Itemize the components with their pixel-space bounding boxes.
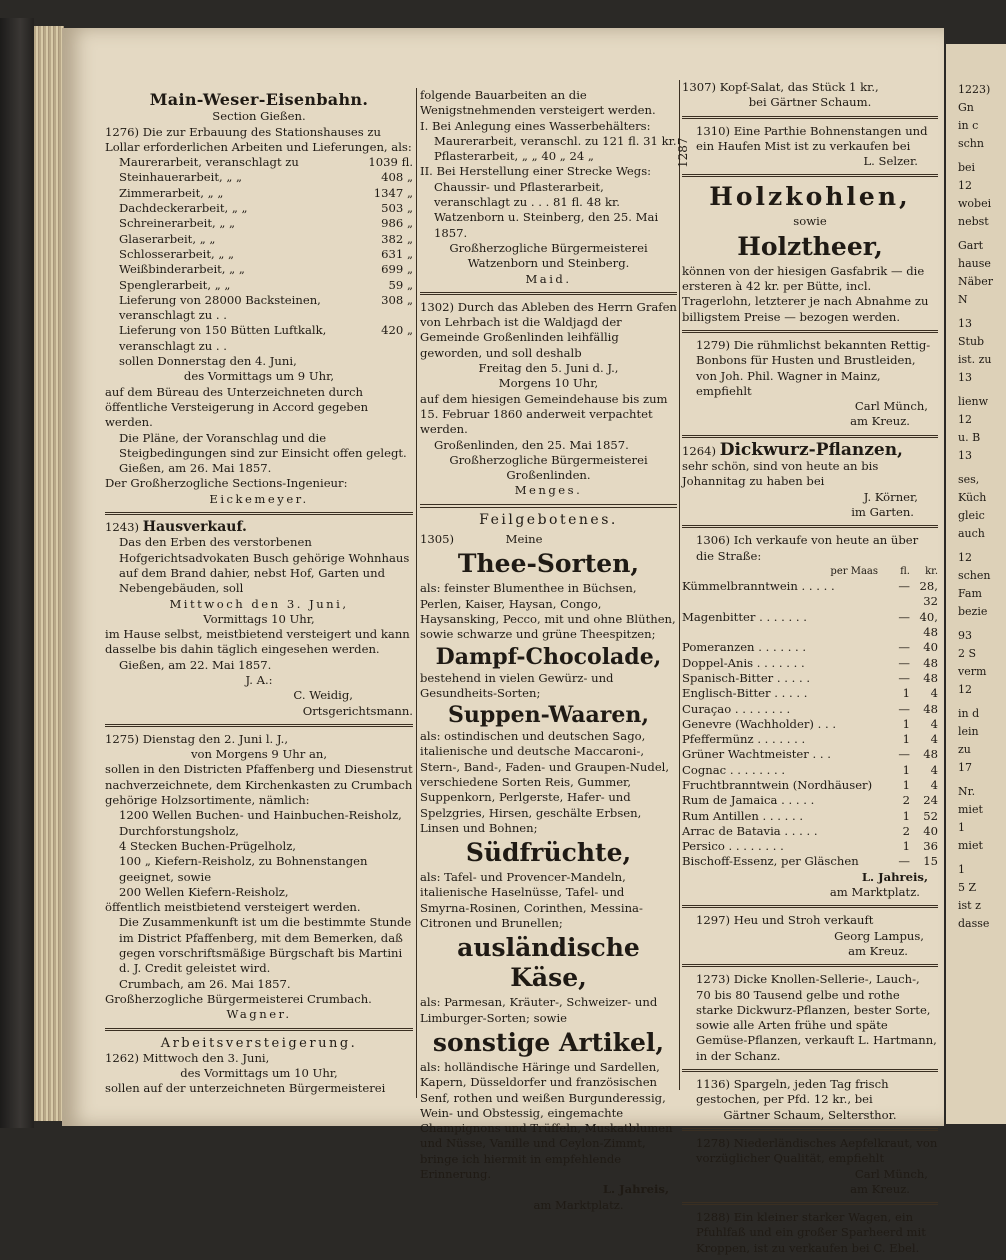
ad-railway [105,92,413,507]
wood-item: 1200 Wellen Buchen- und Hainbuchen-Reisholz, Durchforstungsholz, [119,808,402,838]
ad-number: 1243) [105,520,140,535]
product-heading: Holzkohlen, [709,182,911,212]
ad-body: 1307) Kopf-Salat, das Stück 1 kr., [682,80,879,94]
price-row: Pomeranzen . . . . . . . — 40 [682,640,938,655]
divider [420,292,677,295]
cost-row: Spenglerarbeit, „ „ 59 „ [119,277,413,292]
price-row: Bischoff-Essenz, per Gläschen — 15 [682,854,938,869]
fragment-line: 17 [958,761,972,774]
ad-body: können von der hiesigen Gasfabrik — die ersteren à 42 kr. per Bütte, incl. Tragerlohn, letzterer je nach Abnahme zu billigstem Preise — bezogen werden. [682,263,929,324]
wood-item: 200 Wellen Kiefern-Reisholz, [119,884,289,899]
fragment-line: in c [958,119,979,132]
ad-body: I. Bei Anlegung eines Wasserbehälters: [420,118,651,133]
ad-date: Crumbach, am 26. Mai 1857. [119,976,291,991]
ad-body: folgende Bauarbeiten an die Wenigstnehmenden versteigert werden. [420,88,656,118]
fragment-line: Gart [958,239,984,252]
ad-date: Großenlinden, den 25. Mai 1857. [434,437,629,452]
divider [682,964,938,967]
ad-intro: 1306) Ich verkaufe von heute an über die Straße: [696,533,919,563]
fragment-line: Küch [958,491,987,504]
ad-body: Pflasterarbeit, „ „ 40 „ 24 „ [434,149,594,164]
ad-apple-butter [682,1136,938,1197]
fragment-line: N [958,293,968,306]
ad-dickwurz [682,439,938,520]
fragment-line: bezie [958,605,988,618]
cost-row: Maurerarbeit, veranschlagt zu 1039 fl. [119,155,413,170]
product-desc: als: ostindischen und deutschen Sago, italienische und deutsche Maccaroni-, Stern-, Band-, Faden- und Graupen-Nudel, verschiedene Sorten Reis, Gummer, Suppenkorn, Perlgerste, Hafer- und Spelzgries, Hirsen, geschälte Erbsen, Linsen und Bohnen; [420,729,670,835]
ad-signature: Carl Münch, [854,399,928,414]
ad-charcoal [682,182,938,324]
fragment-line: 12 [958,179,972,192]
ad-body: II. Bei Herstellung einer Strecke Wegs: [420,164,652,179]
ad-spirits-pricelist [682,533,938,900]
fragment-line: Nr. [958,785,976,798]
ad-body: Chaussir- und Pflasterarbeit, [434,179,604,194]
ad-number: 1305) [420,532,455,547]
ad-title: Dickwurz-Pflanzen, [719,439,903,460]
price-row: Rum Antillen . . . . . . 1 52 [682,808,938,823]
cost-row: Weißbinderarbeit, „ „ 699 „ [119,262,413,277]
ad-signature: Wagner. [226,1007,292,1022]
ad-body: Mittwoch den 3. Juni, [169,596,349,611]
fragment-line: 12 [958,413,972,426]
section-heading: Feilgebotenes. [479,511,618,528]
fragment-line: schn [958,137,984,150]
fragment-line: lein [958,725,979,738]
price-row: Spanisch-Bitter . . . . . — 48 [682,670,938,685]
ad-date: Gießen, am 22. Mai 1857. [119,657,272,672]
ad-celery [682,972,938,1064]
price-row: Cognac . . . . . . . . 1 4 [682,762,938,777]
wood-item: 100 „ Kiefern-Reisholz, zu Bohnenstangen geeignet, sowie [119,854,368,884]
ad-signature: am Marktplatz. [829,885,920,900]
ad-body: des Vormittags um 10 Uhr, [180,1066,338,1081]
column-2 [420,88,677,1217]
ad-body: sowie [793,214,827,229]
price-row: Persico . . . . . . . . 1 36 [682,839,938,854]
product-desc: bestehend in vielen Gewürz- und Gesundheits-Sorten; [420,670,614,700]
ad-signature: Großherzogliche Bürgermeisterei Watzenborn und Steinberg. [449,240,648,271]
adjacent-page-fragments [958,82,1002,940]
ad-beanpoles [682,124,938,170]
ad-wood-auction [105,732,413,1023]
divider [105,512,413,515]
ad-body: 1279) Die rühmlichst bekannten Rettig-Bonbons für Husten und Brustleiden, von Joh. Phil. Wagner in Mainz, empfiehlt [696,337,931,398]
ad-subtitle: Section Gießen. [212,109,306,124]
fragment-line: schen [958,569,991,582]
fragment-line: ist. zu [958,353,992,366]
ad-body: 1273) Dicke Knollen-Sellerie-, Lauch-, 70 bis 80 Tausend gelbe und rothe starke Dickwurz-Pflanzen, bester Sorte, sowie alle Arten frühe und späte Gemüse-Pflanzen, verkauft L. Hartmann, in der Schanz. [696,972,937,1063]
price-row: Kümmelbranntwein . . . . . — 28, 32 [682,579,938,609]
ad-body: 1288) Ein kleiner starker Wagen, ein Pfuhlfaß und ein großer Sparheerd mit Kroppen, ist zu verkaufen bei C. Ebel. [696,1210,926,1255]
page-edges [34,26,64,1121]
product-desc: als: feinster Blumenthee in Büchsen, Perlen, Kaiser, Haysan, Congo, Haysansking, Pecco, mit und ohne Blüthen, sowie schwarze und grüne Theespitzen; [420,581,676,642]
cost-row: Zimmerarbeit, „ „ 1347 „ [119,185,413,200]
ad-body: 1297) Heu und Stroh verkauft [696,913,874,928]
divider [105,1028,413,1031]
ad-wagon [682,1210,938,1256]
ad-signature: Ortsgerichtsmann. [302,703,413,718]
fragment-line: 5 Z [958,881,977,894]
cost-row: Dachdeckerarbeit, „ „ 503 „ [119,201,413,216]
ad-body: im Hause selbst, meistbietend versteigert und kann dasselbe bis dahin täglich eingesehen werden. [105,627,410,657]
cost-row: Schlosserarbeit, „ „ 631 „ [119,246,413,261]
ad-signature: bei Gärtner Schaum. [748,95,872,110]
fragment-line: 13 [958,371,972,384]
product-desc: als: Parmesan, Kräuter-, Schweizer- und Limburger-Sorten; sowie [420,995,658,1025]
fragment-line: 13 [958,317,972,330]
ad-lettuce [682,80,938,111]
price-row: Arrac de Batavia . . . . . 2 40 [682,823,938,838]
fragment-line: 2 S [958,647,977,660]
divider [682,1069,938,1072]
ad-body: 1262) Mittwoch den 3. Juni, [105,1050,270,1065]
ad-signature: am Marktplatz. [533,1197,624,1212]
ad-asparagus [682,1077,938,1123]
fragment-line: auch [958,527,985,540]
ad-body: auf dem Büreau des Unterzeichneten durch öffentliche Versteigerung in Accord gegeben werden. [105,384,369,430]
price-row: Rum de Jamaica . . . . . 2 24 [682,793,938,808]
fragment-line: Stub [958,335,985,348]
fragment-line: lienw [958,395,989,408]
ad-house-sale [105,520,413,719]
ad-number: 1264) [682,443,717,458]
ad-signature: am Kreuz. [850,1181,910,1196]
price-row: Magenbitter . . . . . . . — 40, 48 [682,609,938,640]
ad-body: des Vormittags um 9 Uhr, [183,369,335,384]
ad-intro: 1276) Die zur Erbauung des Stationshauses zu Lollar erforderlichen Arbeiten und Lieferungen, als: [105,124,412,154]
price-row: Doppel-Anis . . . . . . . — 48 [682,655,938,670]
cost-row: Steinhauerarbeit, „ „ 408 „ [119,170,413,185]
ad-body: Die Zusammenkunft ist um die bestimmte Stunde im District Pfaffenberg, mit dem Bemerken, daß gegen vorschriftsmäßige Bürgschaft bis Martini d. J. Credit geleistet wird. [119,915,412,976]
divider [105,724,413,727]
ad-signature: J. Körner, [863,489,918,504]
divider [682,525,938,528]
ad-jahreis-goods [420,513,677,1213]
price-row: Pfeffermünz . . . . . . . 1 4 [682,732,938,747]
ad-title: Main-Weser-Eisenbahn. [149,90,369,109]
wood-item: 4 Stecken Buchen-Prügelholz, [119,838,296,853]
ad-signature: am Kreuz. [848,943,908,958]
price-row: Fruchtbranntwein (Nordhäuser) 1 4 [682,777,938,792]
vertical-ad-number: 1287 [676,137,690,168]
ad-signature: Der Großherzogliche Sections-Ingenieur: [105,476,348,491]
product-heading: Holztheer, [737,231,883,261]
ad-body: veranschlagt zu . . . 81 fl. 48 kr. [434,195,620,210]
ad-title: Arbeitsversteigerung. [160,1035,358,1051]
fragment-line: nebst [958,215,989,228]
ad-body: Meine [505,532,543,547]
ad-body: sollen auf der unterzeichneten Bürgermeisterei [105,1081,386,1096]
product-desc: als: Tafel- und Provencer-Mandeln, italienische Haselnüsse, Tafel- und Smyrna-Rosinen, Corinthen, Messina-Citronen und Brunellen; [420,870,643,931]
ad-body: 1278) Niederländisches Aepfelkraut, von vorzüglicher Qualität, empfiehlt [696,1135,938,1166]
fragment-line: hause [958,257,991,270]
ad-signature: Menges. [514,483,583,498]
product-heading: Thee-Sorten, [457,549,640,579]
divider [682,905,938,908]
ad-signature: Maid. [525,271,572,286]
column-divider [416,88,417,1098]
fragment-line: verm [958,665,987,678]
column-divider [679,80,680,1090]
cost-row: Lieferung von 150 Bütten Luftkalk, veranschlagt zu . . 420 „ [119,323,413,353]
ad-body: sollen in den Districten Pfaffenberg und Diesenstrut nachverzeichnete, dem Kirchenkasten zu Crumbach gehörige Holzsortimente, nämlich: [105,762,413,808]
ad-signature: L. Selzer. [863,154,918,169]
fragment-line: bei [958,161,976,174]
ad-bonbons [682,338,938,430]
fragment-line: Näber [958,275,993,288]
ad-body: Die Pläne, der Voranschlag und die Steigbedingungen sind zur Einsicht offen gelegt. [119,430,407,460]
ad-hay [682,913,938,959]
divider [682,435,938,438]
fragment-line: ses, [958,473,980,486]
fragment-line: Gn [958,101,974,114]
ad-body: Vormittags 10 Uhr, [203,611,315,626]
ad-signature: Gärtner Schaum, Seltersthor. [723,1107,897,1122]
price-header: per Maas fl. kr. [830,565,938,577]
fragment-line: ist z [958,899,981,912]
ad-date: Gießen, am 26. Mai 1857. [119,461,272,476]
fragment-line: miet [958,803,983,816]
price-row: Englisch-Bitter . . . . . 1 4 [682,686,938,701]
ad-body: 1310) Eine Parthie Bohnenstangen und ein Haufen Mist ist zu verkaufen bei [696,123,928,153]
ad-body: sehr schön, sind von heute an bis Johannitag zu haben bei [682,459,879,489]
product-desc: als: holländische Häringe und Sardellen, Kapern, Düsseldorfer und französischen Senf, rothen und weißen Burgunderessig, Wein- und Obstessig, eingemachte Champignons und Trüffeln, Muskatblumen und Nüsse, Vanille und Ceylon-Zimmt, bringe ich hiermit in empfehlende Erinnerung. [420,1059,673,1182]
ad-signature: am Kreuz. [850,414,910,429]
ad-date: Watzenborn u. Steinberg, den 25. Mai 1857. [434,210,659,240]
divider [682,330,938,333]
product-heading: Südfrüchte, [465,838,632,868]
product-heading: sonstige Artikel, [432,1027,665,1057]
ad-signature: J. A.: [245,672,273,687]
fragment-list [958,82,1002,931]
ad-work-auction-cont [420,88,677,287]
cost-list [105,155,413,354]
book-spine [0,18,34,1128]
divider [682,116,938,119]
ad-hunting-lease [420,300,677,499]
ad-intro: 1275) Dienstag den 2. Juni l. J., [105,731,289,746]
divider [682,174,938,177]
fragment-line: 1 [958,863,965,876]
ad-body: Morgens 10 Uhr, [498,376,599,391]
ad-body: sollen Donnerstag den 4. Juni, [119,354,297,369]
fragment-line: wobei [958,197,992,210]
price-row: Genevre (Wachholder) . . . 1 4 [682,716,938,731]
divider [682,1128,938,1131]
ad-signature: Carl Münch, [854,1166,928,1181]
fragment-line: 93 [958,629,972,642]
fragment-line: u. B [958,431,981,444]
ad-signature: C. Weidig, [293,688,353,703]
fragment-line: 1 [958,821,965,834]
ad-signature: Großherzogliche Bürgermeisterei Großenlinden. [449,452,648,483]
ad-body: 1302) Durch das Ableben des Herrn Grafen von Lehrbach ist die Waldjagd der Gemeinde Großenlinden leihfällig geworden, und soll deshalb [420,299,677,360]
price-row: Grüner Wachtmeister . . . — 48 [682,747,938,762]
ad-signature: L. Jahreis, [602,1182,669,1197]
fragment-line: gleic [958,509,985,522]
ad-signature: Georg Lampus, [834,928,924,943]
cost-row: Schreinerarbeit, „ „ 986 „ [119,216,413,231]
cost-row: Lieferung von 28000 Backsteinen, veranschlagt zu . . 308 „ [119,292,413,323]
column-1 [105,90,413,1101]
fragment-line: 1223) [958,83,991,96]
fragment-line: 13 [958,449,972,462]
divider [420,504,677,508]
ad-body: von Morgens 9 Uhr an, [190,747,328,762]
ad-body: auf dem hiesigen Gemeindehause bis zum 15. Februar 1860 anderweit verpachtet werden. [420,391,668,437]
product-heading: Suppen-Waaren, [447,702,650,729]
fragment-line: zu [958,743,971,756]
ad-signature: Großherzogliche Bürgermeisterei Crumbach. [105,991,372,1006]
divider [682,1202,938,1205]
ad-body: 1136) Spargeln, jeden Tag frisch gestochen, per Pfd. 12 kr., bei [696,1077,889,1107]
price-row: Curaçao . . . . . . . . — 48 [682,701,938,716]
cost-row: Glaserarbeit, „ „ 382 „ [119,231,413,246]
column-3 [682,80,938,1260]
ad-signature: L. Jahreis, [861,869,928,884]
ad-body: Freitag den 5. Juni d. J., [478,361,619,376]
fragment-line: dasse [958,917,990,930]
fragment-line: in d [958,707,980,720]
ad-body: Das den Erben des verstorbenen Hofgerichtsadvokaten Busch gehörige Wohnhaus auf dem Brand dahier, nebst Hof, Garten und Nebengebäuden, soll [119,535,410,596]
ad-title: Hausverkauf. [142,519,247,536]
ad-signature: im Garten. [851,504,914,519]
product-heading: Dampf-Chocolade, [435,643,662,670]
fragment-line: Fam [958,587,982,600]
ad-body: Maurerarbeit, veranschl. zu 121 fl. 31 kr. [434,133,677,148]
fragment-line: 12 [958,683,972,696]
ad-signature: Eickemeyer. [209,491,309,506]
ad-work-auction [105,1036,413,1097]
ad-body: öffentlich meistbietend versteigert werden. [105,900,361,915]
fragment-line: 12 [958,551,972,564]
fragment-line: miet [958,839,983,852]
product-heading: ausländische Käse, [457,933,640,993]
